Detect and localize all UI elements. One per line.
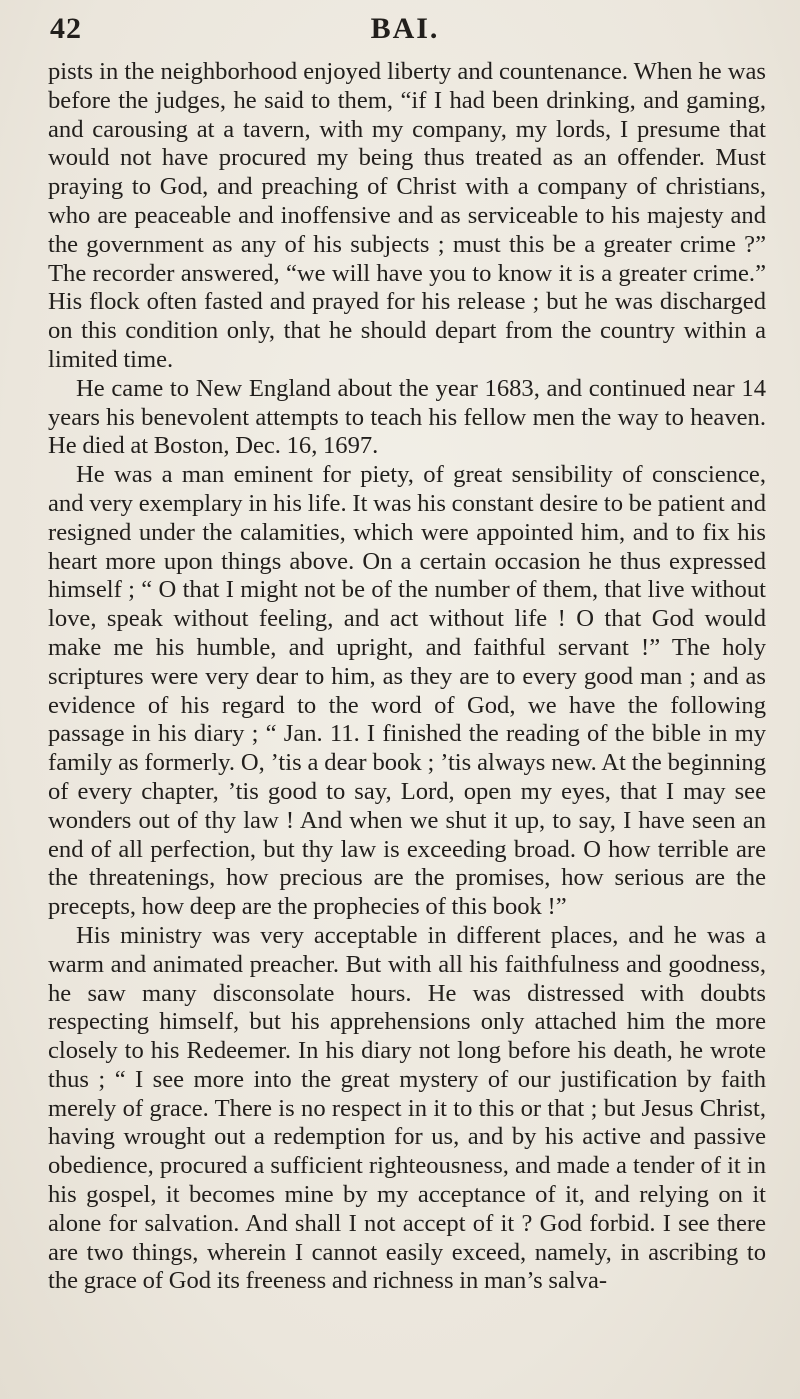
- page-header: [50, 12, 760, 48]
- paragraph: He came to New England about the year 1683, and continued near 14 years his benevolent attempts to teach his fellow men the way to heaven. He died at Boston, Dec. 16, 1697.: [48, 374, 766, 460]
- paragraph: His ministry was very acceptable in different places, and he was a warm and animated preacher. But with all his faithfulness and goodness, he saw many disconsolate hours. He was distressed with doubts respecting himself, but his apprehensions only attached him the more closely to his Redeemer. In his diary not long before his death, he wrote thus ; “ I see more into the great mystery of our justification by faith merely of grace. There is no respect in it to this or that ; but Jesus Christ, having wrought out a redemption for us, and by his active and passive obedience, procured a sufficient righteousness, and made a tender of it in his gospel, it becomes mine by my acceptance of it, and relying on it alone for salvation. And shall I not accept of it ? God forbid. I see there are two things, wherein I cannot easily exceed, namely, in ascribing to the grace of God its freeness and richness in man’s salva-: [48, 921, 766, 1295]
- paragraph: pists in the neighborhood enjoyed liberty and countenance. When he was before the judges, he said to them, “if I had been drinking, and gaming, and carousing at a tavern, with my company, my lords, I presume that would not have procured my being thus treated as an offender. Must praying to God, and preaching of Christ with a company of christians, who are peaceable and inoffensive and as serviceable to his majesty and the government as any of his subjects ; must this be a greater crime ?” The recorder answered, “we will have you to know it is a greater crime.” His flock often fasted and prayed for his release ; but he was discharged on this condition only, that he should depart from the country within a limited time.: [48, 58, 766, 373]
- body-text: [48, 58, 766, 1296]
- running-head: BAI.: [370, 12, 440, 45]
- paragraph: He was a man eminent for piety, of great sensibility of conscience, and very exemplary in his life. It was his constant desire to be patient and resigned under the calamities, which were appointed him, and to fix his heart more upon things above. On a certain occasion he thus expressed himself ; “ O that I might not be of the number of them, that live without love, speak without feeling, and act without life ! O that God would make me his humble, and upright, and faithful servant !” The holy scriptures were very dear to him, as they are to every good man ; and as evidence of his regard to the word of God, we have the following passage in his diary ; “ Jan. 11. I finished the reading of the bible in my family as formerly. O, ’tis a dear book ; ’tis always new. At the beginning of every chapter, ’tis good to say, Lord, open my eyes, that I may see wonders out of thy law ! And when we shut it up, to say, I have seen an end of all perfection, but thy law is exceeding broad. O how terrible are the threatenings, how precious are the promises, how serious are the precepts, how deep are the prophecies of this book !”: [48, 461, 766, 921]
- page-number: 42: [50, 12, 82, 45]
